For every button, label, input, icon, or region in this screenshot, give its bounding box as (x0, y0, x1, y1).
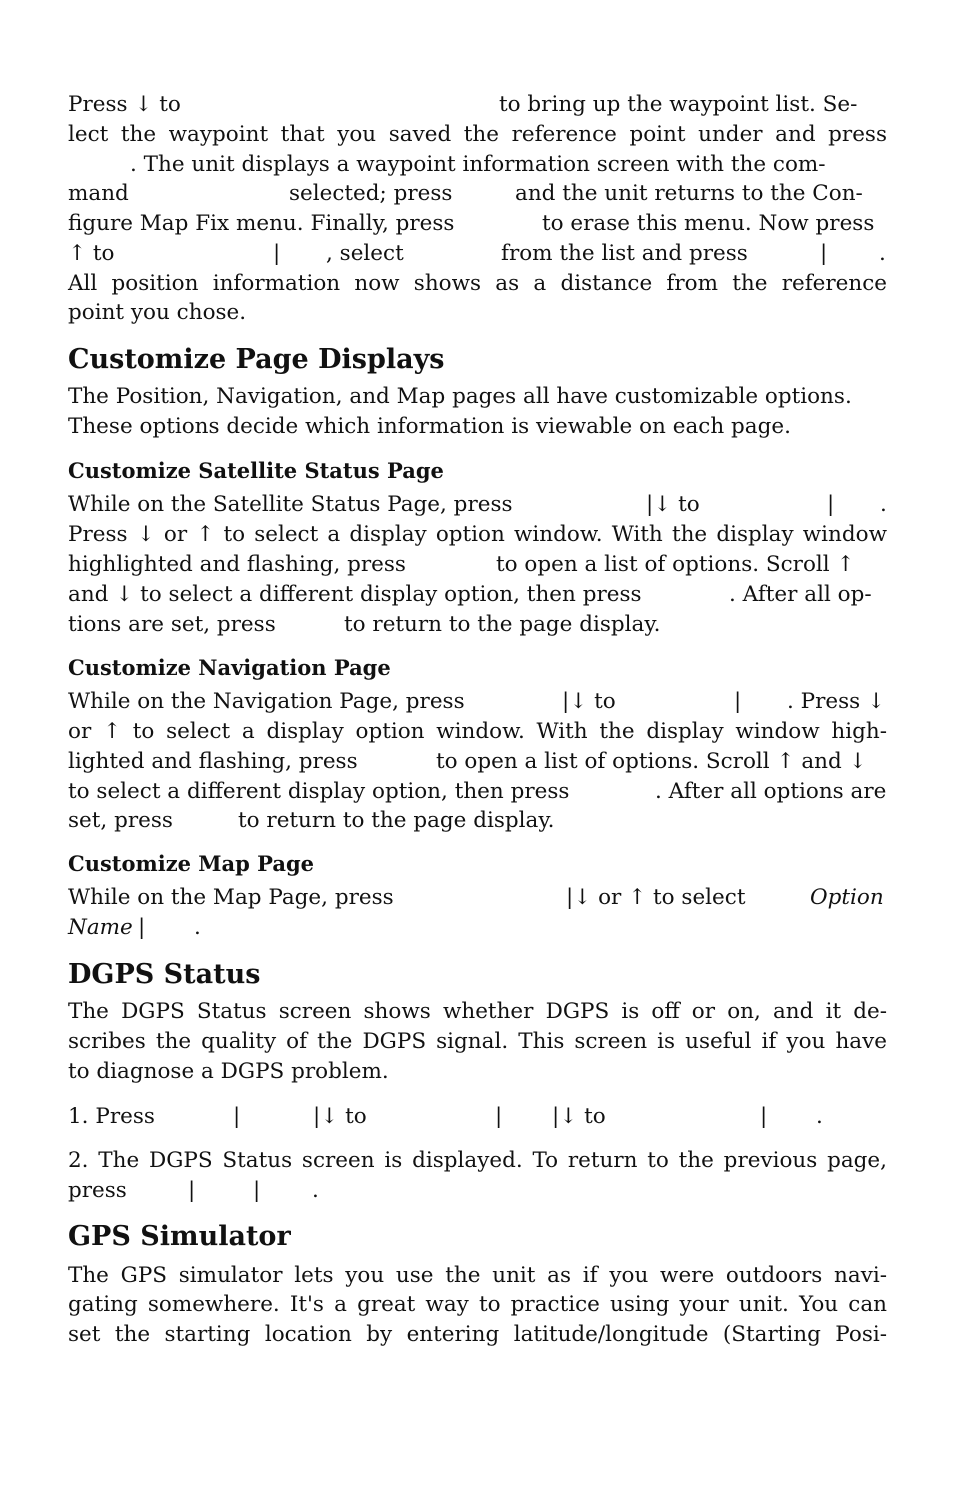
intro-line-6 (68, 239, 887, 269)
navigation-line-5 (68, 806, 887, 836)
satellite-text: highlighted and flashing, press (68, 552, 406, 577)
navigation-line-2: or ↑ to select a display option window. With the display window high- (68, 719, 887, 744)
satellite-line-2: Press ↓ or ↑ to select a display option window. With the display window (68, 522, 887, 547)
satellite-line-4 (68, 580, 887, 610)
intro-text: | (273, 241, 281, 266)
dgps-step-1 (68, 1102, 887, 1132)
intro-line-1 (68, 90, 887, 120)
satellite-line-3 (68, 550, 887, 580)
dgps-text: | (233, 1104, 241, 1129)
navigation-text: . Press ↓ (787, 689, 886, 714)
navigation-line-3 (68, 747, 887, 777)
intro-text: mand (68, 181, 129, 206)
dgps-text: press (68, 1178, 127, 1203)
intro-text: . The unit displays a waypoint information screen with the com- (130, 152, 826, 177)
satellite-text: and ↓ to select a different display option, then press (68, 582, 642, 607)
navigation-text: . After all options are (655, 779, 887, 804)
intro-line-5 (68, 209, 887, 239)
sim-line-2: gating somewhere. It's a great way to practice using your unit. You can (68, 1292, 887, 1317)
map-line-1 (68, 883, 887, 913)
satellite-text: to open a list of options. Scroll ↑ (496, 552, 855, 577)
dgps-step-2b (68, 1176, 887, 1206)
navigation-text: | (734, 689, 742, 714)
intro-text: from the list and press (501, 241, 748, 266)
intro-text: , select (326, 241, 404, 266)
map-text: . (194, 915, 201, 940)
intro-text: . (879, 241, 886, 266)
dgps-text: |↓ to (313, 1104, 367, 1129)
intro-line-4 (68, 179, 887, 209)
customize-line-1: The Position, Navigation, and Map pages all have customizable options. (68, 384, 852, 409)
dgps-text: . (312, 1178, 319, 1203)
dgps-line-2: scribes the quality of the DGPS signal. This screen is useful if you have (68, 1029, 887, 1054)
intro-text: to bring up the waypoint list. Se- (499, 92, 858, 117)
intro-text: ↑ to (68, 241, 115, 266)
map-text: While on the Map Page, press (68, 885, 394, 910)
navigation-text: lighted and flashing, press (68, 749, 358, 774)
dgps-text: | (495, 1104, 503, 1129)
satellite-text: While on the Satellite Status Page, press (68, 492, 513, 517)
satellite-text: |↓ to (646, 492, 700, 517)
map-text: Name (68, 915, 133, 940)
intro-text: Press ↓ to (68, 92, 181, 117)
map-line-2 (68, 913, 887, 943)
intro-line-7: All position information now shows as a distance from the reference (68, 271, 887, 296)
dgps-line-1: The DGPS Status screen shows whether DGPS is off or on, and it de- (68, 999, 887, 1024)
navigation-text: to select a different display option, then press (68, 779, 570, 804)
satellite-text: | (827, 492, 835, 517)
satellite-text: . After all op- (729, 582, 872, 607)
satellite-line-1 (68, 490, 887, 520)
dgps-step-2: 2. The DGPS Status screen is displayed. To return to the previous page, (68, 1148, 887, 1173)
intro-text: and the unit returns to the Con- (515, 181, 863, 206)
dgps-text: | (253, 1178, 261, 1203)
customize-line-2: These options decide which information is viewable on each page. (68, 414, 791, 439)
sim-line-3: set the starting location by entering latitude/longitude (Starting Posi- (68, 1322, 887, 1347)
map-text: | (138, 915, 146, 940)
subheading-map: Customize Map Page (68, 851, 315, 876)
intro-line-8: point you chose. (68, 300, 247, 325)
subheading-navigation: Customize Navigation Page (68, 655, 391, 680)
dgps-text: 1. Press (68, 1104, 155, 1129)
dgps-text: | (760, 1104, 768, 1129)
dgps-text: | (188, 1178, 196, 1203)
intro-line-2: lect the waypoint that you saved the reference point under and press (68, 122, 887, 147)
section-heading-dgps: DGPS Status (68, 959, 261, 990)
intro-text: selected; press (289, 181, 453, 206)
section-heading-customize: Customize Page Displays (68, 344, 445, 375)
section-heading-simulator: GPS Simulator (68, 1221, 291, 1252)
sim-line-1: The GPS simulator lets you use the unit as if you were outdoors navi- (68, 1263, 887, 1288)
navigation-line-4 (68, 777, 887, 807)
navigation-text: |↓ to (562, 689, 616, 714)
intro-text: | (820, 241, 828, 266)
navigation-text: While on the Navigation Page, press (68, 689, 465, 714)
satellite-line-5 (68, 610, 887, 640)
navigation-text: to open a list of options. Scroll ↑ and ↓ (436, 749, 867, 774)
satellite-text: tions are set, press (68, 612, 276, 637)
dgps-text: . (816, 1104, 823, 1129)
dgps-text: |↓ to (552, 1104, 606, 1129)
navigation-text: set, press (68, 808, 173, 833)
map-text: Option (810, 885, 884, 910)
navigation-text: to return to the page display. (238, 808, 555, 833)
subheading-satellite: Customize Satellite Status Page (68, 458, 444, 483)
intro-text: figure Map Fix menu. Finally, press (68, 211, 455, 236)
intro-text: to erase this menu. Now press (542, 211, 875, 236)
satellite-text: . (880, 492, 887, 517)
navigation-line-1 (68, 687, 887, 717)
intro-line-3 (68, 150, 887, 180)
satellite-text: to return to the page display. (344, 612, 661, 637)
map-text: |↓ or ↑ to select (566, 885, 746, 910)
dgps-line-3: to diagnose a DGPS problem. (68, 1059, 389, 1084)
